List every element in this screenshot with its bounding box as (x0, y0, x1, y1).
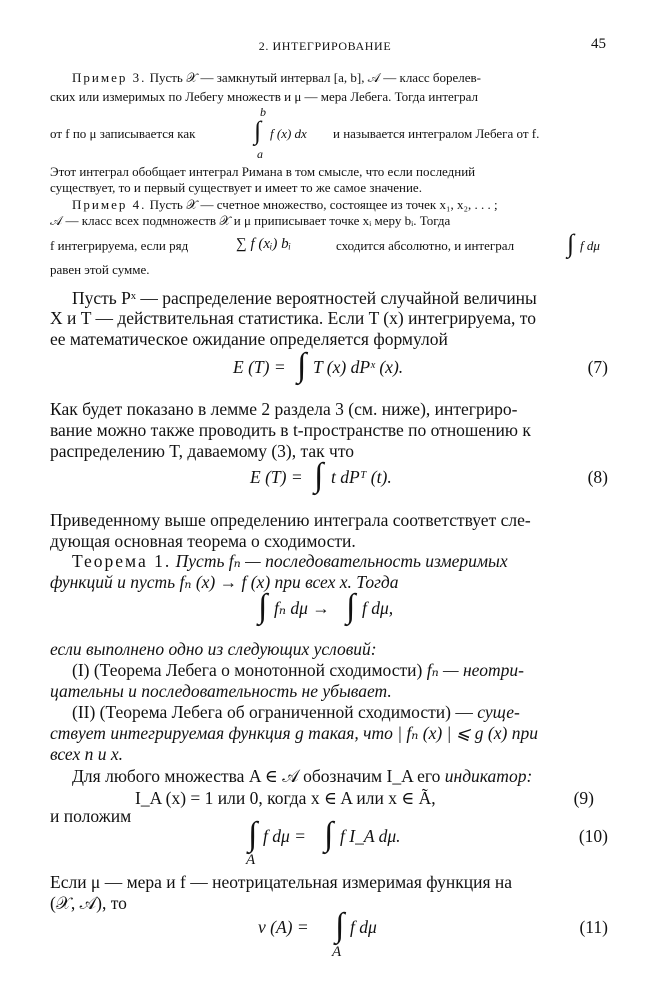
eq11-lower-limit: A (332, 944, 342, 960)
para4-line1 (72, 766, 630, 787)
equation-11 (50, 907, 608, 965)
eq8-lhs: E (T) = (250, 467, 303, 487)
theorem1-line1 (72, 551, 630, 572)
para6-line2: (𝒳, 𝒜), то (50, 893, 127, 913)
running-header (0, 36, 650, 58)
equation-8 (50, 457, 608, 499)
para3-line2: дующая основная теорема о сходимости. (50, 531, 356, 551)
eq11-integrand: f dμ (350, 917, 377, 937)
theorem1-display-right: f dμ, (362, 598, 394, 618)
eq11-lhs: ν (A) = (258, 917, 309, 937)
para4-roman: Для любого множества A ∈ 𝒜 обозначим I_A его (72, 766, 441, 786)
para1-line2: X и T — действительная статистика. Если T (x) интегрируема, то (50, 308, 536, 328)
example3-line3-post: и называется интегралом Лебега от f. (333, 126, 540, 141)
eq11-number: (11) (579, 917, 608, 937)
para2-line1: Как будет показано в лемме 2 раздела 3 (см. ниже), интегриро- (50, 399, 518, 419)
example3-line2: ских или измеримых по Лебегу множеств и μ — мера Лебега. Тогда интеграл (50, 89, 478, 104)
integral-sign: ∫ (314, 457, 324, 494)
para6-line1: Если μ — мера и f — неотрицательная измеримая функция на (50, 872, 513, 892)
integral-sign: ∫ (248, 816, 258, 853)
example3-line1-text: Пусть 𝒳 — замкнутый интервал [a, b], 𝒜 — класс борелев- (149, 70, 481, 85)
example4-line3 (50, 229, 608, 263)
example4-line4: равен этой сумме. (50, 262, 150, 277)
theorem1-cond1-line2: цательны и последовательность не убывает. (50, 681, 392, 701)
running-title: 2. ИНТЕГРИРОВАНИЕ (258, 39, 392, 53)
example4-line1-text: Пусть 𝒳 — счетное множество, состоящее из точек x₁, x₂, . . . ; (149, 197, 498, 212)
example3-line4: Этот интеграл обобщает интеграл Римана в том смысле, что если последний (50, 164, 476, 179)
para5-line1: и положим (50, 806, 132, 826)
integral-sign: ∫ (324, 816, 334, 853)
cond2-roman: (II) (Теорема Лебега об ограниченной сходимости) — (72, 702, 473, 722)
example4-line2: 𝒜 — класс всех подмножеств 𝒳 и μ приписывает точке xᵢ меру bᵢ. Тогда (50, 213, 451, 228)
theorem1-display (50, 588, 608, 629)
eq10-lower-limit: A (246, 852, 256, 868)
eq10-left: f dμ = (263, 826, 306, 846)
para1-line1: Пусть Pˣ — распределение вероятностей случайной величины (72, 288, 537, 308)
theorem1-cond1-line1 (72, 660, 630, 681)
example3-integrand: f (x) dx (270, 126, 307, 141)
theorem1-line2: функций и пусть fₙ (x) → f (x) при всех x. Тогда (50, 572, 399, 592)
page-number: 45 (591, 36, 606, 52)
integral-lower-limit: a (257, 147, 263, 161)
para2-line3: распределению T, даваемому (3), так что (50, 441, 354, 461)
example4-line3-mid: сходится абсолютно, и интеграл (336, 238, 515, 253)
para4-italic: индикатор: (444, 766, 533, 786)
theorem1-cond2-line1 (72, 702, 630, 723)
theorem1-line3: если выполнено одно из следующих условий: (50, 639, 377, 659)
example3-label: Пример 3. (72, 70, 147, 85)
cond1-italic: fₙ — неотри- (426, 660, 524, 680)
integral-sign: ∫ (254, 116, 262, 145)
integral-sign: ∫ (258, 588, 268, 625)
theorem1-cond2-line3: всех n и x. (50, 744, 123, 764)
eq7-lhs: E (T) = (233, 357, 286, 377)
eq9-number: (9) (573, 788, 594, 808)
para3-line1: Приведенному выше определению интеграла соответствует сле- (50, 510, 531, 530)
example4-line1 (72, 197, 608, 213)
eq10-number: (10) (578, 826, 608, 846)
integral-sign: ∫ (335, 907, 345, 944)
example3-line1 (72, 70, 608, 86)
equation-7 (50, 347, 608, 389)
eq8-number: (8) (587, 467, 608, 487)
cond1-roman: (I) (Теорема Лебега о монотонной сходимости) (72, 660, 423, 680)
example3-line3 (50, 105, 608, 164)
eq7-integrand: T (x) dPˣ (x). (313, 357, 404, 377)
theorem1-line1-text: Пусть fₙ — последовательность измеримых (175, 551, 508, 571)
theorem1-display-left: fₙ dμ → (274, 598, 330, 618)
eq10-right: f I_A dμ. (340, 826, 401, 846)
eq9-body: I_A (x) = 1 или 0, когда x ∈ A или x ∈ Ã, (135, 788, 436, 808)
eq8-integrand: t dPᵀ (t). (331, 467, 392, 487)
cond2-italic: суще- (477, 702, 520, 722)
integral-sign: ∫ (567, 229, 575, 258)
para1-line3: ее математическое ожидание определяется формулой (50, 329, 448, 349)
para2-line2: вание можно также проводить в t-пространстве по отношению к (50, 420, 531, 440)
example4-integrand: f dμ (580, 238, 600, 253)
theorem1-label: Теорема 1. (72, 551, 172, 571)
example4-series: ∑ f (xᵢ) bᵢ (236, 236, 292, 252)
example3-line5: существует, то и первый существует и имеет то же самое значение. (50, 180, 422, 195)
integral-sign: ∫ (297, 347, 307, 384)
example4-line3-pre: f интегрируема, если ряд (50, 238, 189, 253)
example4-label: Пример 4. (72, 197, 147, 212)
integral-upper-limit: b (260, 105, 266, 119)
eq7-number: (7) (587, 357, 608, 377)
theorem1-cond2-line2: ствует интегрируемая функция g такая, что | fₙ (x) | ⩽ g (x) при (50, 723, 538, 743)
example3-line3-pre: от f по μ записывается как (50, 126, 196, 141)
integral-sign: ∫ (346, 588, 356, 625)
